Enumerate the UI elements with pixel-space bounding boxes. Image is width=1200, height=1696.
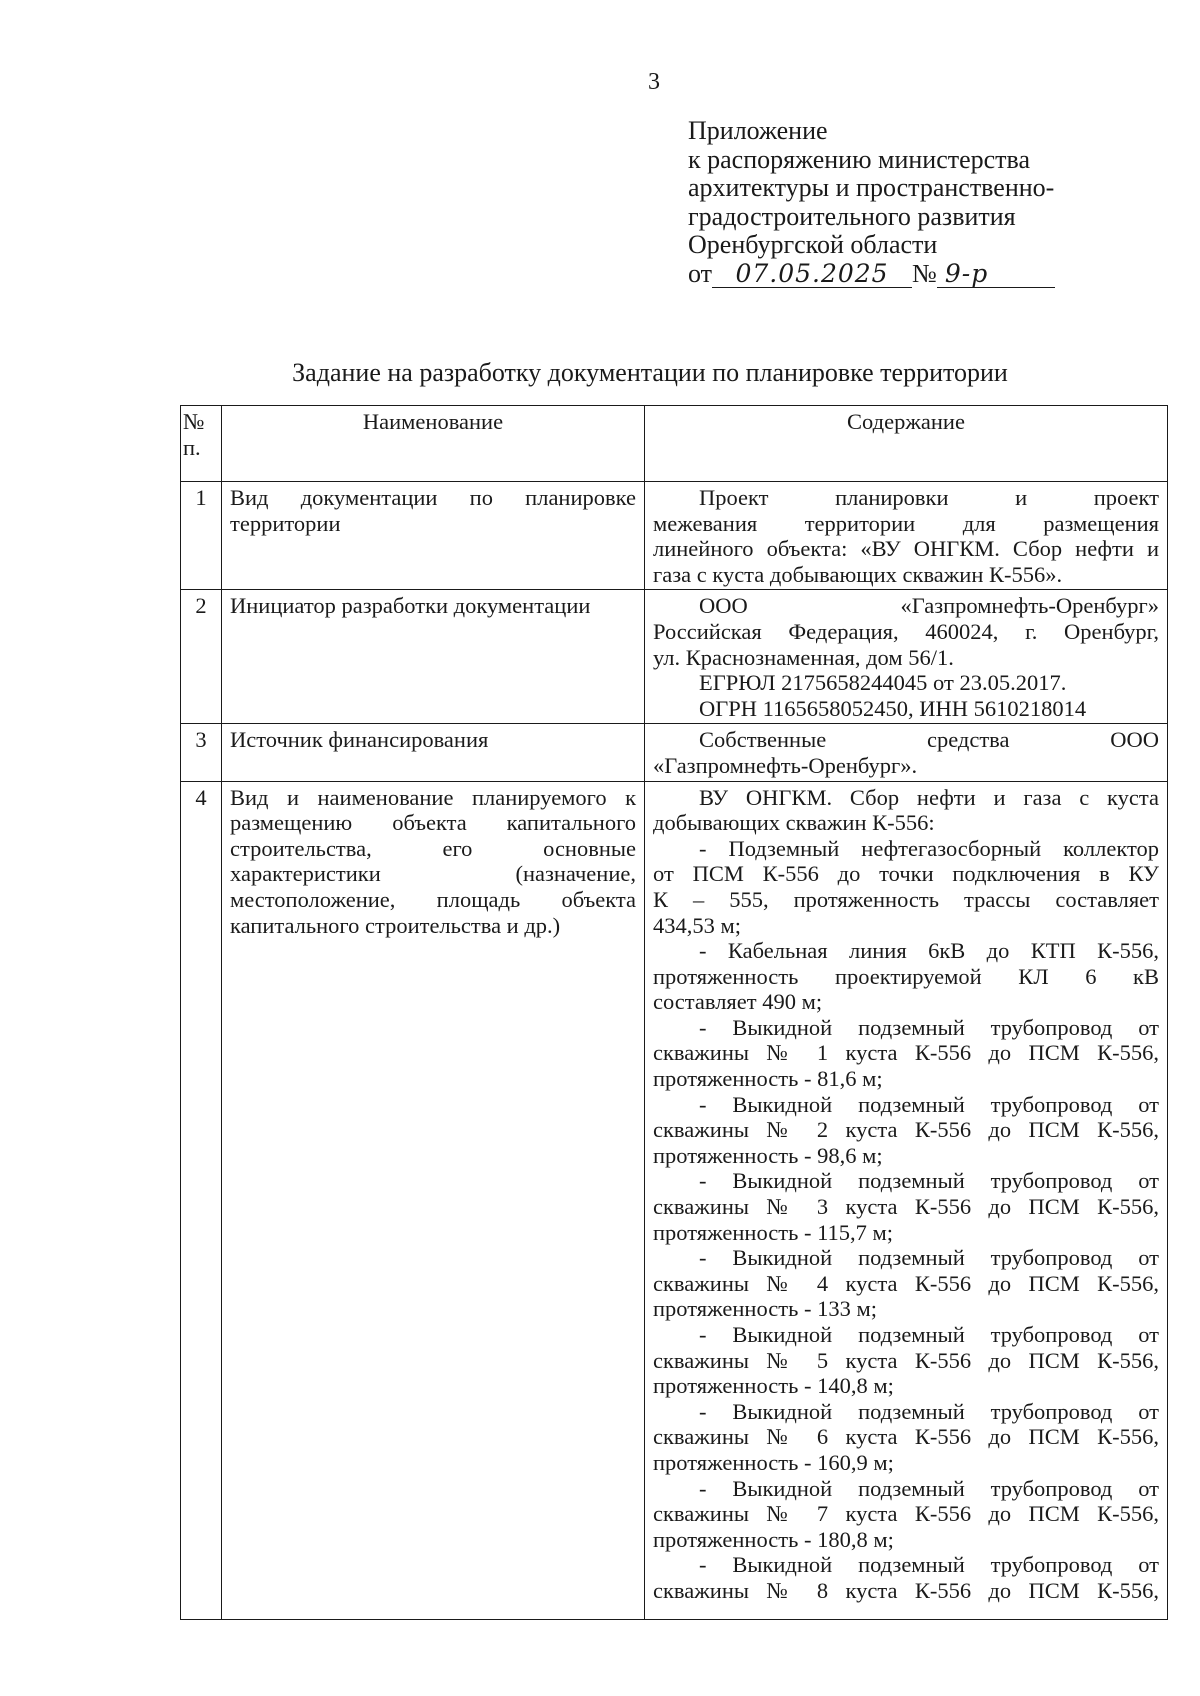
content-line: скважины № 8 куста К-556 до ПСМ К-556, — [653, 1577, 1159, 1603]
appendix-line: Оренбургской области — [688, 230, 938, 259]
content-line: Собственные средства ООО — [699, 727, 1159, 753]
name-line: Вид и наименование планируемого к — [230, 784, 636, 810]
content-line: скважины № 2 куста К-556 до ПСМ К-556, — [653, 1117, 1159, 1143]
content-paragraph — [653, 1476, 1159, 1553]
content-line: добывающих скважин К-556: — [653, 810, 935, 836]
name-line: местоположение, площадь объекта — [230, 886, 636, 912]
content-line: - Выкидной подземный трубопровод от — [699, 1245, 1159, 1271]
row-name — [222, 781, 645, 1619]
content-line: Проект планировки и проект — [699, 485, 1159, 510]
header-name: Наименование — [222, 406, 645, 482]
content-line: протяженность проектируемой КЛ 6 кВ — [653, 963, 1159, 989]
content-line: - Выкидной подземный трубопровод от — [699, 1014, 1159, 1040]
content-paragraph — [653, 1552, 1159, 1603]
content-line: протяженность - 180,8 м; — [653, 1526, 894, 1552]
handwritten-number: 9-р — [937, 261, 1055, 288]
header-number — [181, 406, 222, 482]
appendix-date-line — [688, 260, 1118, 289]
content-line: составляет 490 м; — [653, 989, 823, 1015]
document-title: Задание на разработку документации по планировке территории — [292, 358, 1008, 387]
name-line: характеристики (назначение, — [230, 861, 636, 887]
header-number-abbr: п. — [183, 435, 201, 460]
content-line: 434,53 м; — [653, 912, 741, 938]
name-line: Инициатор разработки документации — [230, 593, 591, 619]
content-line: - Выкидной подземный трубопровод от — [699, 1168, 1159, 1194]
content-line: ОГРН 1165658052450, ИНН 5610218014 — [699, 695, 1087, 721]
content-line: скважины № 5 куста К-556 до ПСМ К-556, — [653, 1347, 1159, 1373]
content-line: «Газпромнефть-Оренбург». — [653, 752, 918, 778]
appendix-block — [688, 117, 1118, 288]
content-line: протяженность - 133 м; — [653, 1296, 877, 1322]
content-line: - Выкидной подземный трубопровод от — [699, 1091, 1159, 1117]
content-line: от ПСМ К-556 до точки подключения в КУ — [653, 861, 1159, 887]
number-label: № — [912, 258, 937, 288]
content-line: скважины № 3 куста К-556 до ПСМ К-556, — [653, 1194, 1159, 1220]
row-number: 4 — [181, 781, 222, 1619]
content-line: протяженность - 98,6 м; — [653, 1142, 883, 1168]
row-content — [645, 781, 1168, 1619]
content-line: - Выкидной подземный трубопровод от — [699, 1475, 1159, 1501]
appendix-line: к распоряжению министерства — [688, 144, 1031, 174]
task-table — [180, 405, 1168, 1620]
content-paragraph — [653, 1322, 1159, 1399]
content-paragraph — [653, 1015, 1159, 1092]
table-row — [181, 781, 1168, 1619]
content-line: ул. Краснознаменная, дом 56/1. — [653, 644, 954, 670]
date-prefix: от — [688, 258, 713, 288]
content-paragraph — [653, 836, 1159, 938]
content-line: скважины № 7 куста К-556 до ПСМ К-556, — [653, 1501, 1159, 1527]
row-content — [645, 482, 1168, 590]
content-line: линейного объекта: «ВУ ОНГКМ. Сбор нефти и — [653, 536, 1159, 562]
content-line: - Кабельная линия 6кВ до КТП К-556, — [699, 938, 1159, 964]
handwritten-date: 07.05.2025 — [712, 261, 912, 288]
header-number-symbol: № — [183, 409, 205, 434]
content-line: К – 555, протяженность трассы составляет — [653, 886, 1159, 912]
name-line: строительства, его основные — [230, 835, 636, 861]
table-row — [181, 724, 1168, 781]
content-line: протяженность - 81,6 м; — [653, 1066, 883, 1092]
content-line: - Выкидной подземный трубопровод от — [699, 1398, 1159, 1424]
appendix-line: градостроительного развития — [688, 201, 1016, 231]
content-line: газа с куста добывающих скважин К-556». — [653, 561, 1063, 587]
content-line: ООО «Газпромнефть-Оренбург» — [699, 593, 1159, 619]
content-line: протяженность - 115,7 м; — [653, 1219, 893, 1245]
content-line: протяженность - 140,8 м; — [653, 1373, 894, 1399]
content-paragraph — [653, 1245, 1159, 1322]
name-line: Источник финансирования — [230, 727, 489, 753]
row-number: 3 — [181, 724, 222, 781]
content-line: Российская Федерация, 460024, г. Оренбург, — [653, 618, 1159, 644]
name-line: территории — [230, 510, 341, 536]
row-content — [645, 724, 1168, 781]
content-line: скважины № 1 куста К-556 до ПСМ К-556, — [653, 1040, 1159, 1066]
page-number: 3 — [648, 69, 660, 95]
content-paragraph — [653, 785, 1159, 836]
content-paragraph — [653, 1399, 1159, 1476]
content-paragraph — [653, 1168, 1159, 1245]
content-line: - Выкидной подземный трубопровод от — [699, 1322, 1159, 1347]
row-number: 1 — [181, 482, 222, 590]
row-name — [222, 590, 645, 724]
content-line: ВУ ОНГКМ. Сбор нефти и газа с куста — [699, 784, 1159, 810]
table-row — [181, 482, 1168, 590]
appendix-line: архитектуры и пространственно- — [688, 173, 1055, 202]
name-line: капитального строительства и др.) — [230, 912, 561, 938]
row-number: 2 — [181, 590, 222, 724]
table-header-row — [181, 406, 1168, 482]
content-line: скважины № 6 куста К-556 до ПСМ К-556, — [653, 1424, 1159, 1450]
content-line: межевания территории для размещения — [653, 510, 1159, 536]
table-row — [181, 590, 1168, 724]
content-line: - Выкидной подземный трубопровод от — [699, 1552, 1159, 1578]
row-name — [222, 482, 645, 590]
header-content: Содержание — [645, 406, 1168, 482]
row-name — [222, 724, 645, 781]
content-line: скважины № 4 куста К-556 до ПСМ К-556, — [653, 1270, 1159, 1296]
content-line: ЕГРЮЛ 2175658244045 от 23.05.2017. — [699, 670, 1067, 696]
content-line: - Подземный нефтегазосборный коллектор — [699, 835, 1159, 861]
row-content — [645, 590, 1168, 724]
name-line: размещению объекта капитального — [230, 810, 636, 836]
content-paragraph — [653, 1092, 1159, 1169]
name-line: Вид документации по планировке — [230, 485, 636, 510]
content-line: протяженность - 160,9 м; — [653, 1449, 894, 1475]
appendix-line: Приложение — [688, 116, 828, 145]
content-paragraph — [653, 938, 1159, 1015]
